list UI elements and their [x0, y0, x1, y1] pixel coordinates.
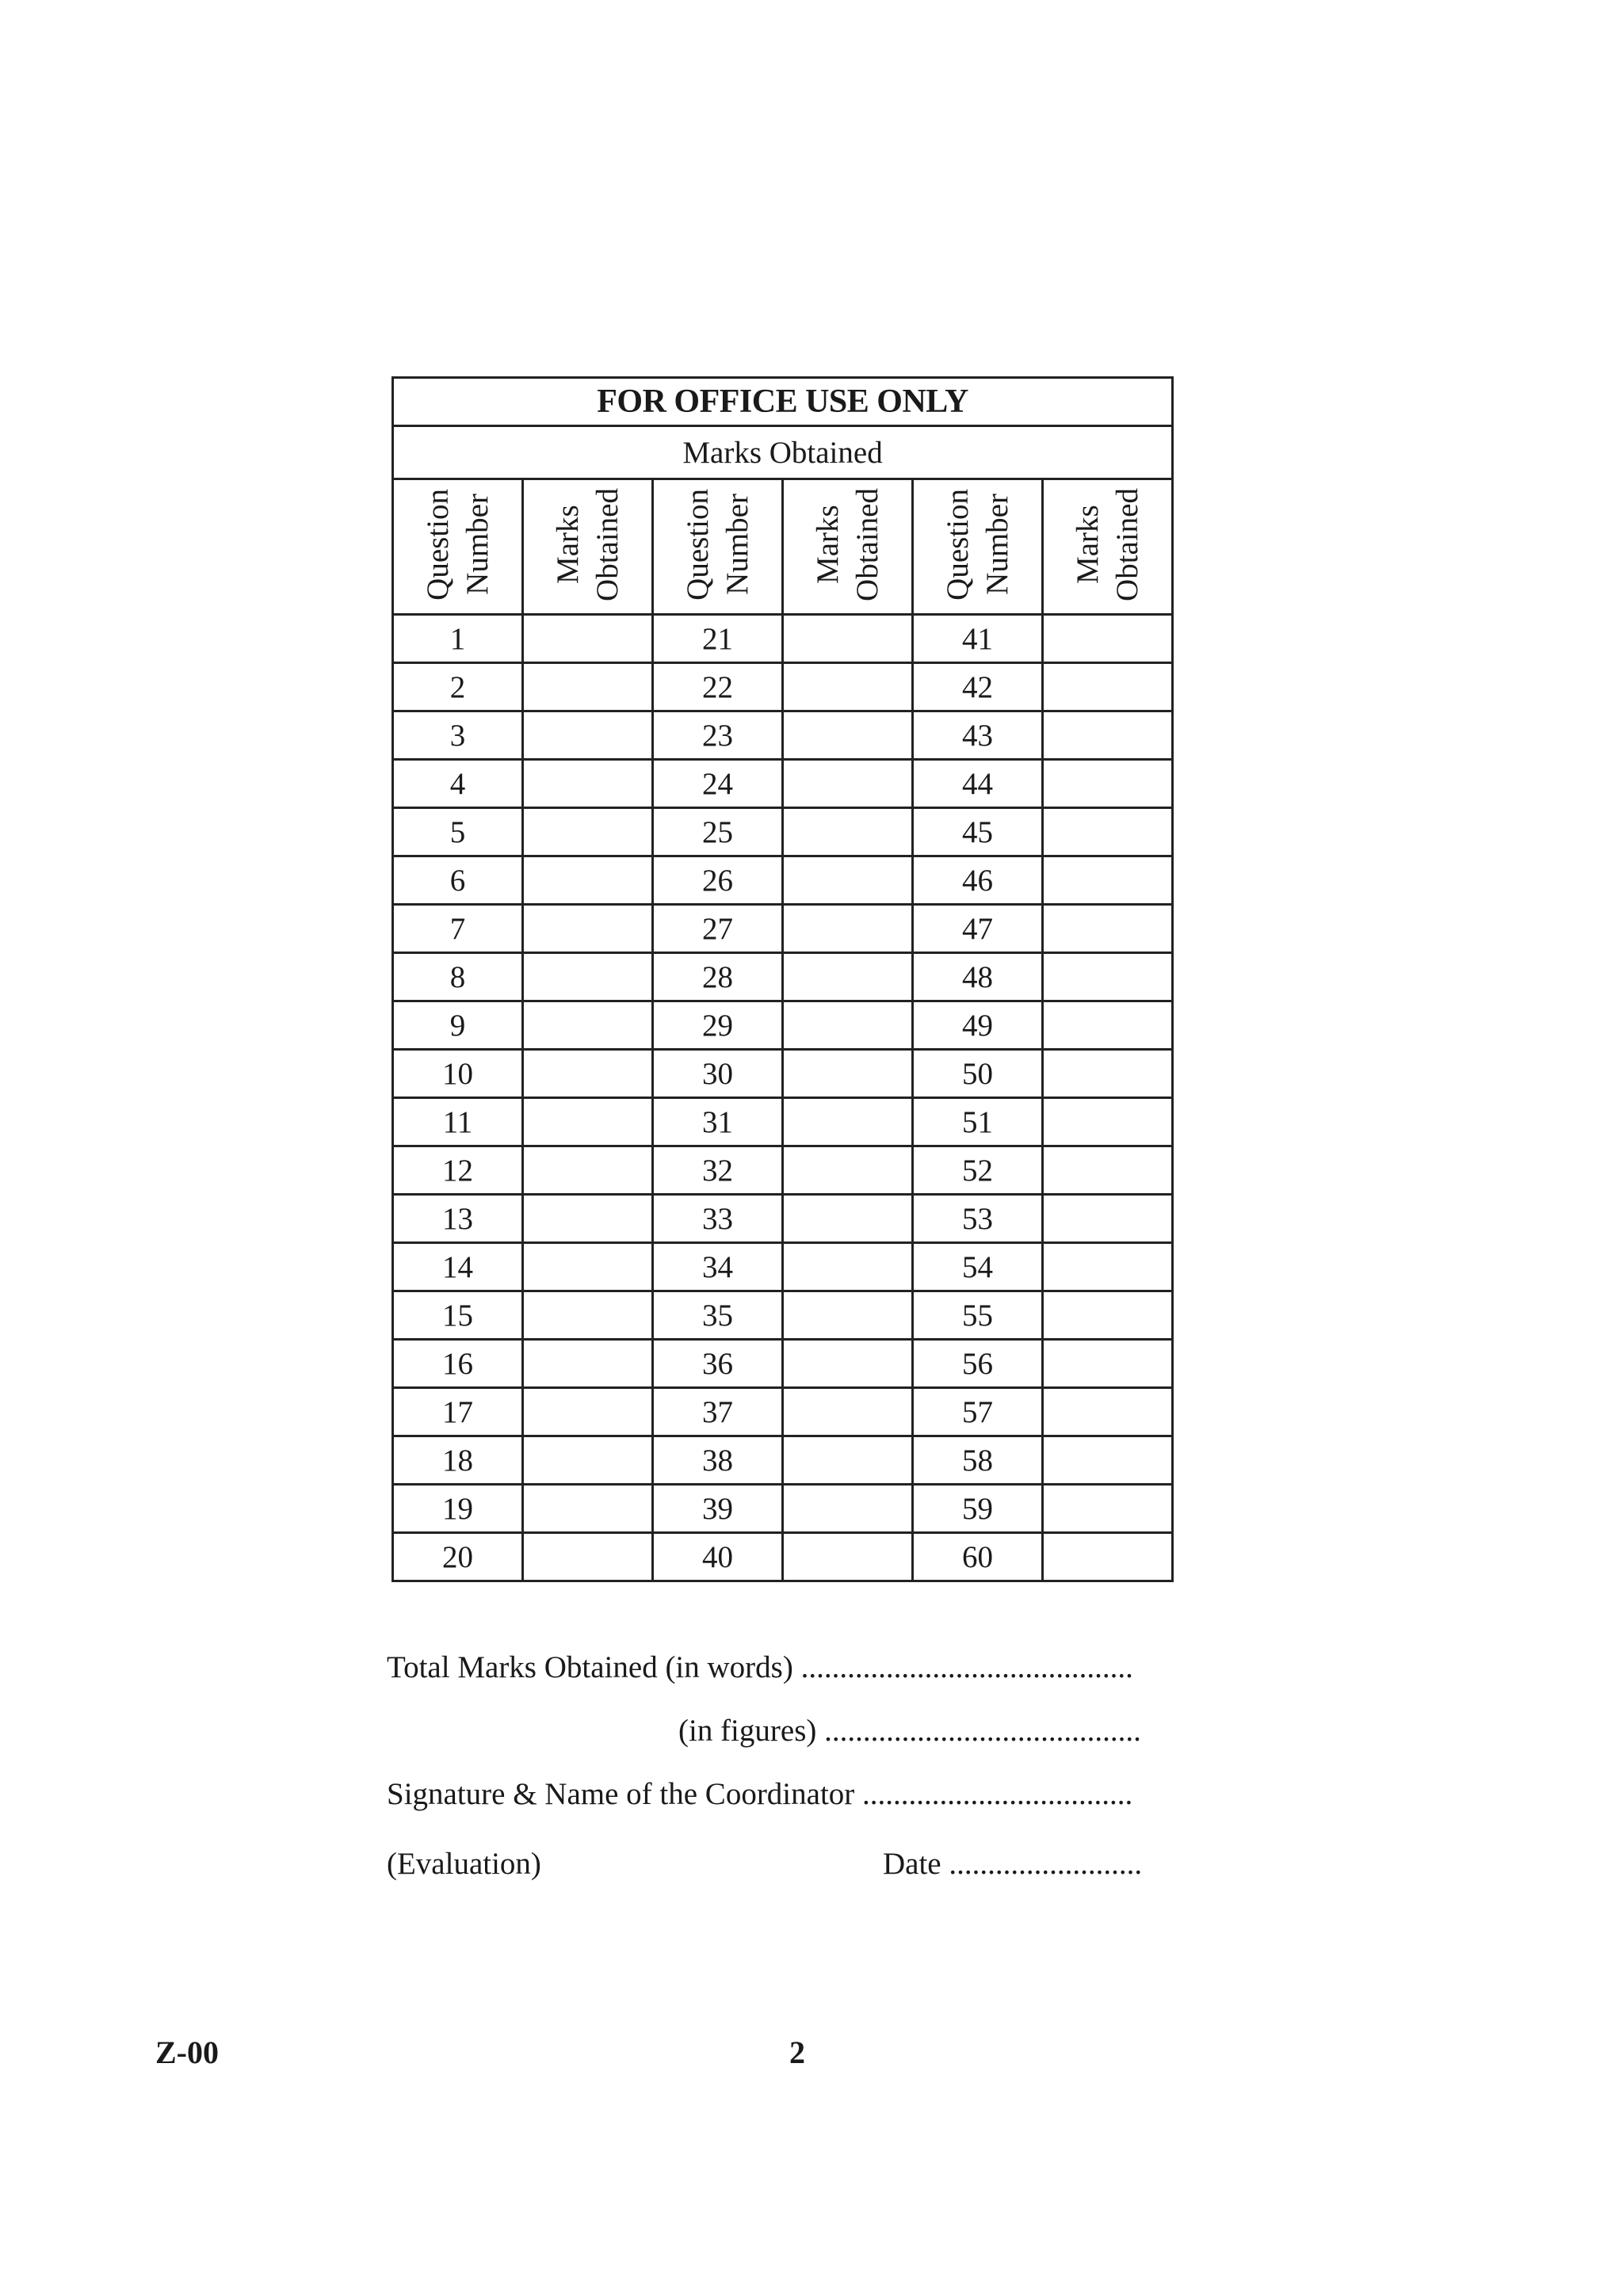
question-number-cell: 55 — [913, 1291, 1043, 1340]
marks-obtained-cell[interactable] — [1043, 760, 1173, 808]
table-row — [393, 760, 1173, 808]
table-row — [393, 1340, 1173, 1388]
question-number-cell: 21 — [653, 615, 783, 663]
marks-obtained-cell[interactable] — [523, 615, 653, 663]
question-number-cell: 43 — [913, 711, 1043, 760]
table-row — [393, 1436, 1173, 1485]
total-marks-figures-line: (in figures) ......................................... — [678, 1714, 1141, 1748]
question-number-cell: 10 — [393, 1050, 523, 1098]
marks-obtained-cell[interactable] — [523, 1001, 653, 1050]
marks-obtained-cell[interactable] — [523, 1388, 653, 1436]
total-marks-words-line: Total Marks Obtained (in words) ........................................... — [387, 1650, 1133, 1684]
question-number-cell: 31 — [653, 1098, 783, 1146]
marks-obtained-cell[interactable] — [1043, 615, 1173, 663]
question-number-cell: 40 — [653, 1533, 783, 1581]
question-number-cell: 23 — [653, 711, 783, 760]
question-number-cell: 38 — [653, 1436, 783, 1485]
question-number-cell: 56 — [913, 1340, 1043, 1388]
table-row — [393, 856, 1173, 905]
page-number: 2 — [789, 2035, 805, 2070]
form-title: FOR OFFICE USE ONLY — [393, 378, 1173, 426]
marks-obtained-cell[interactable] — [783, 711, 913, 760]
column-header-question-number — [393, 479, 523, 615]
marks-obtained-cell[interactable] — [1043, 808, 1173, 856]
marks-obtained-cell[interactable] — [1043, 856, 1173, 905]
column-header-line: Obtained — [590, 488, 624, 601]
marks-obtained-cell[interactable] — [783, 1001, 913, 1050]
column-header-line: Marks — [810, 505, 845, 585]
marks-obtained-cell[interactable] — [523, 1050, 653, 1098]
question-number-cell: 50 — [913, 1050, 1043, 1098]
question-number-cell: 28 — [653, 953, 783, 1001]
table-row — [393, 1485, 1173, 1533]
question-number-cell: 24 — [653, 760, 783, 808]
column-header-label — [418, 489, 498, 601]
table-row — [393, 1291, 1173, 1340]
marks-obtained-cell[interactable] — [783, 905, 913, 953]
question-number-cell: 14 — [393, 1243, 523, 1291]
question-number-cell: 49 — [913, 1001, 1043, 1050]
marks-obtained-cell[interactable] — [783, 953, 913, 1001]
question-number-cell: 2 — [393, 663, 523, 711]
question-number-cell: 12 — [393, 1146, 523, 1195]
marks-obtained-cell[interactable] — [783, 663, 913, 711]
question-number-cell: 57 — [913, 1388, 1043, 1436]
question-number-cell: 7 — [393, 905, 523, 953]
question-number-cell: 25 — [653, 808, 783, 856]
marks-obtained-cell[interactable] — [523, 1243, 653, 1291]
column-header-line: Question — [420, 489, 455, 601]
marks-obtained-cell[interactable] — [1043, 905, 1173, 953]
marks-obtained-cell[interactable] — [523, 1291, 653, 1340]
question-number-cell: 60 — [913, 1533, 1043, 1581]
table-row — [393, 1050, 1173, 1098]
question-number-cell: 3 — [393, 711, 523, 760]
column-header-marks-obtained — [783, 479, 913, 615]
marks-obtained-cell[interactable] — [1043, 1195, 1173, 1243]
question-number-cell: 6 — [393, 856, 523, 905]
marks-obtained-cell[interactable] — [1043, 663, 1173, 711]
column-header-line: Number — [720, 494, 754, 596]
marks-obtained-cell[interactable] — [783, 1291, 913, 1340]
question-number-cell: 35 — [653, 1291, 783, 1340]
marks-obtained-cell[interactable] — [1043, 1050, 1173, 1098]
marks-obtained-cell[interactable] — [783, 1098, 913, 1146]
question-number-cell: 34 — [653, 1243, 783, 1291]
question-number-cell: 33 — [653, 1195, 783, 1243]
table-row — [393, 808, 1173, 856]
question-number-cell: 5 — [393, 808, 523, 856]
marks-obtained-cell[interactable] — [783, 1533, 913, 1581]
question-number-cell: 58 — [913, 1436, 1043, 1485]
marks-obtained-cell[interactable] — [523, 1436, 653, 1485]
marks-obtained-cell[interactable] — [1043, 1291, 1173, 1340]
marks-obtained-cell[interactable] — [523, 856, 653, 905]
marks-obtained-cell[interactable] — [523, 711, 653, 760]
question-number-cell: 41 — [913, 615, 1043, 663]
question-number-cell: 37 — [653, 1388, 783, 1436]
marks-obtained-cell[interactable] — [783, 1195, 913, 1243]
column-header-question-number — [913, 479, 1043, 615]
column-header-marks-obtained — [1043, 479, 1173, 615]
column-header-line: Question — [940, 489, 975, 601]
question-number-cell: 51 — [913, 1098, 1043, 1146]
marks-obtained-cell[interactable] — [523, 1533, 653, 1581]
marks-obtained-cell[interactable] — [783, 1340, 913, 1388]
question-number-cell: 1 — [393, 615, 523, 663]
marks-obtained-cell[interactable] — [783, 615, 913, 663]
marks-obtained-cell[interactable] — [523, 808, 653, 856]
marks-obtained-cell[interactable] — [523, 953, 653, 1001]
marks-obtained-cell[interactable] — [783, 856, 913, 905]
marks-obtained-cell[interactable] — [1043, 1243, 1173, 1291]
marks-obtained-cell[interactable] — [523, 1098, 653, 1146]
marks-obtained-cell[interactable] — [523, 1146, 653, 1195]
question-number-cell: 48 — [913, 953, 1043, 1001]
page-code: Z-00 — [155, 2035, 219, 2070]
question-number-cell: 9 — [393, 1001, 523, 1050]
question-number-cell: 8 — [393, 953, 523, 1001]
column-header-line: Number — [980, 494, 1014, 596]
marks-obtained-cell[interactable] — [523, 1340, 653, 1388]
marks-obtained-cell[interactable] — [783, 808, 913, 856]
column-header-line: Obtained — [850, 488, 884, 601]
marks-obtained-cell[interactable] — [1043, 1388, 1173, 1436]
question-number-cell: 47 — [913, 905, 1043, 953]
marks-obtained-cell[interactable] — [1043, 953, 1173, 1001]
marks-obtained-cell[interactable] — [1043, 1001, 1173, 1050]
question-number-cell: 44 — [913, 760, 1043, 808]
date-line: Date ......................... — [883, 1847, 1143, 1881]
marks-obtained-cell[interactable] — [783, 1485, 913, 1533]
column-header-line: Question — [680, 489, 715, 601]
column-header-label — [1068, 488, 1148, 601]
question-number-cell: 59 — [913, 1485, 1043, 1533]
question-number-cell: 11 — [393, 1098, 523, 1146]
table-row — [393, 905, 1173, 953]
question-number-cell: 26 — [653, 856, 783, 905]
marks-obtained-cell[interactable] — [1043, 1098, 1173, 1146]
column-header-question-number — [653, 479, 783, 615]
marks-obtained-cell[interactable] — [523, 905, 653, 953]
question-number-cell: 18 — [393, 1436, 523, 1485]
question-number-cell: 53 — [913, 1195, 1043, 1243]
question-number-cell: 16 — [393, 1340, 523, 1388]
table-row — [393, 953, 1173, 1001]
marks-obtained-cell[interactable] — [783, 1388, 913, 1436]
table-row — [393, 663, 1173, 711]
marks-obtained-cell[interactable] — [1043, 1533, 1173, 1581]
table-row — [393, 1001, 1173, 1050]
marks-obtained-cell[interactable] — [783, 760, 913, 808]
column-header-label — [808, 488, 888, 601]
table-row — [393, 1146, 1173, 1195]
marks-obtained-cell[interactable] — [1043, 1146, 1173, 1195]
column-header-label — [548, 488, 628, 601]
question-number-cell: 19 — [393, 1485, 523, 1533]
table-row — [393, 615, 1173, 663]
table-row — [393, 1243, 1173, 1291]
question-number-cell: 15 — [393, 1291, 523, 1340]
column-header-line: Marks — [1070, 505, 1105, 585]
column-header-line: Obtained — [1109, 488, 1144, 601]
question-number-cell: 45 — [913, 808, 1043, 856]
question-number-cell: 30 — [653, 1050, 783, 1098]
coordinator-signature-line: Signature & Name of the Coordinator ................................... — [387, 1777, 1133, 1811]
marks-obtained-cell[interactable] — [1043, 1485, 1173, 1533]
marks-obtained-cell[interactable] — [783, 1146, 913, 1195]
question-number-cell: 22 — [653, 663, 783, 711]
marks-obtained-cell[interactable] — [783, 1050, 913, 1098]
table-row — [393, 1195, 1173, 1243]
column-header-label — [938, 489, 1018, 601]
table-row — [393, 1388, 1173, 1436]
evaluation-label: (Evaluation) — [387, 1847, 541, 1881]
table-row — [393, 711, 1173, 760]
question-number-cell: 20 — [393, 1533, 523, 1581]
column-header-label — [678, 489, 758, 601]
column-header-line: Number — [460, 494, 495, 596]
marks-obtained-cell[interactable] — [523, 760, 653, 808]
question-number-cell: 27 — [653, 905, 783, 953]
question-number-cell: 17 — [393, 1388, 523, 1436]
table-row — [393, 1098, 1173, 1146]
marks-obtained-cell[interactable] — [523, 1195, 653, 1243]
question-number-cell: 46 — [913, 856, 1043, 905]
marks-obtained-cell[interactable] — [523, 663, 653, 711]
question-number-cell: 4 — [393, 760, 523, 808]
marks-obtained-cell[interactable] — [523, 1485, 653, 1533]
question-number-cell: 13 — [393, 1195, 523, 1243]
marks-obtained-cell[interactable] — [783, 1243, 913, 1291]
marks-obtained-cell[interactable] — [1043, 1436, 1173, 1485]
marks-obtained-cell[interactable] — [1043, 1340, 1173, 1388]
question-number-cell: 42 — [913, 663, 1043, 711]
question-number-cell: 52 — [913, 1146, 1043, 1195]
question-number-cell: 39 — [653, 1485, 783, 1533]
table-row — [393, 1533, 1173, 1581]
column-header-marks-obtained — [523, 479, 653, 615]
marks-obtained-cell[interactable] — [1043, 711, 1173, 760]
form-subtitle: Marks Obtained — [393, 426, 1173, 479]
office-use-table — [391, 376, 1174, 1582]
column-header-line: Marks — [550, 505, 585, 585]
question-number-cell: 29 — [653, 1001, 783, 1050]
question-number-cell: 54 — [913, 1243, 1043, 1291]
marks-obtained-cell[interactable] — [783, 1436, 913, 1485]
question-number-cell: 32 — [653, 1146, 783, 1195]
question-number-cell: 36 — [653, 1340, 783, 1388]
